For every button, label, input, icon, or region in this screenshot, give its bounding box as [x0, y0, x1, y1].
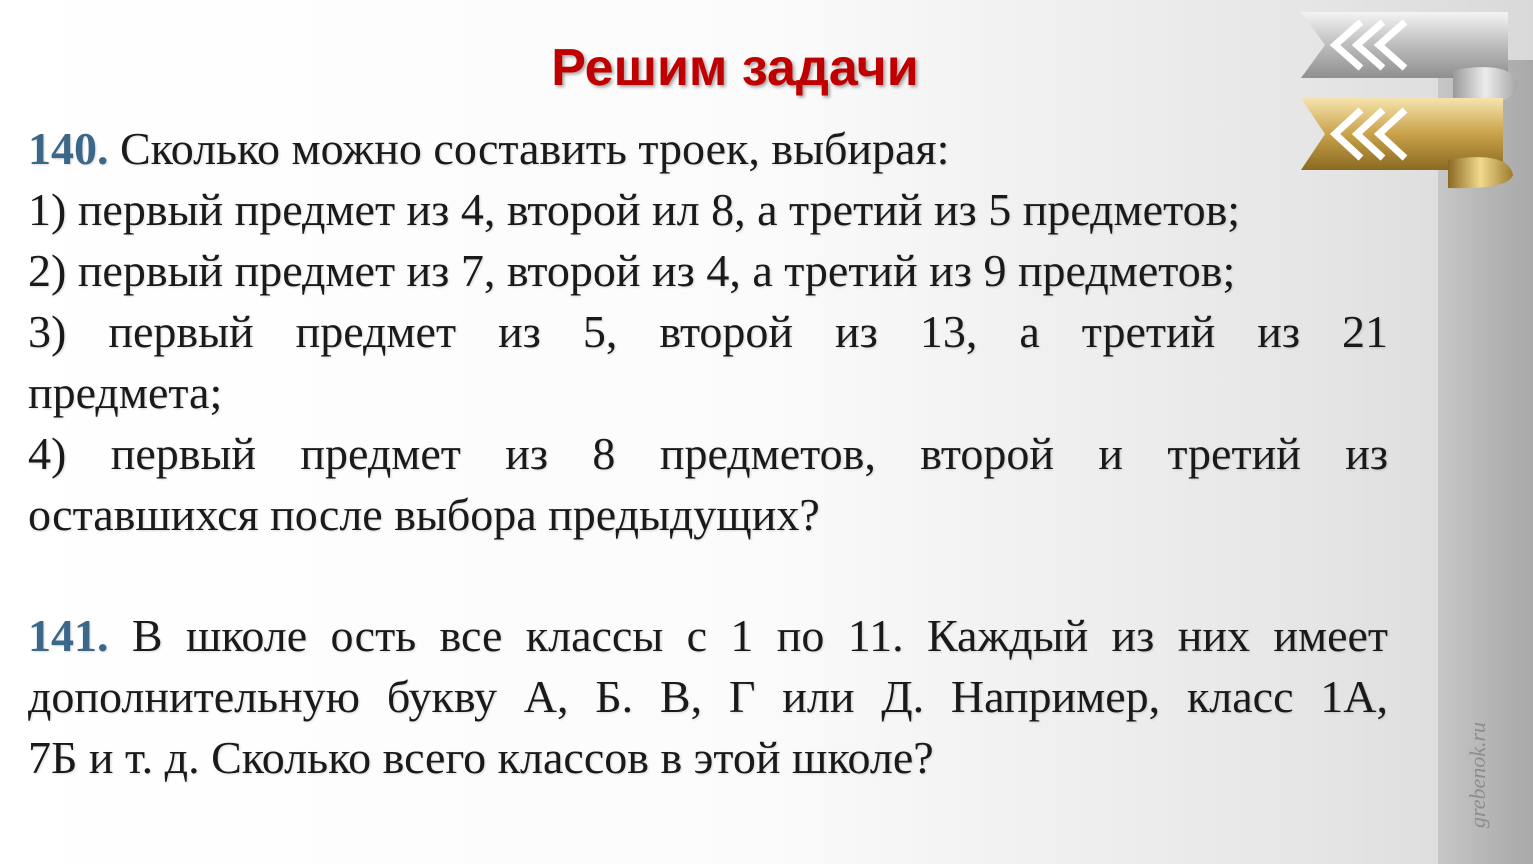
gold-ribbon-curl: [1448, 157, 1513, 188]
problem-141-line-3: 7Б и т. д. Сколько всего классов в этой школе?: [28, 732, 934, 783]
slide-title: Решим задачи: [551, 39, 919, 97]
problem-140-item-4-cont: оставшихся после выбора предыдущих?: [28, 489, 820, 540]
problem-140-item-4: 4) первый предмет из 8 предметов, второй и третий из: [28, 428, 1388, 479]
watermark-text: grebenok.ru: [1465, 721, 1491, 829]
problem-141-line-1: [28, 605, 1388, 666]
problem-140-item-2: 2) первый предмет из 7, второй из 4, а третий из 9 предметов;: [28, 245, 1236, 296]
spacer: [28, 545, 1388, 605]
problem-140-item-3: 3) первый предмет из 5, второй из 13, а третий из 21: [28, 306, 1388, 357]
problem-140-item-1: 1) первый предмет из 4, второй ил 8, а третий из 5 предметов;: [28, 184, 1241, 235]
problem-140-intro: [28, 118, 1388, 179]
slide-body: [28, 118, 1388, 788]
problem-141-number: 141.: [28, 610, 109, 661]
problem-141-line-1-text: В школе ость все классы с 1 по 11. Каждый из них имеет: [131, 610, 1389, 661]
problem-140-intro-text: Сколько можно составить троек, выбирая:: [120, 123, 950, 174]
problem-140-number: 140.: [28, 123, 109, 174]
problem-141-line-2: дополнительную букву А, Б. В, Г или Д. Например, класс 1А,: [28, 671, 1388, 722]
problem-140-item-3-cont: предмета;: [28, 367, 223, 418]
watermark: [1438, 700, 1518, 850]
